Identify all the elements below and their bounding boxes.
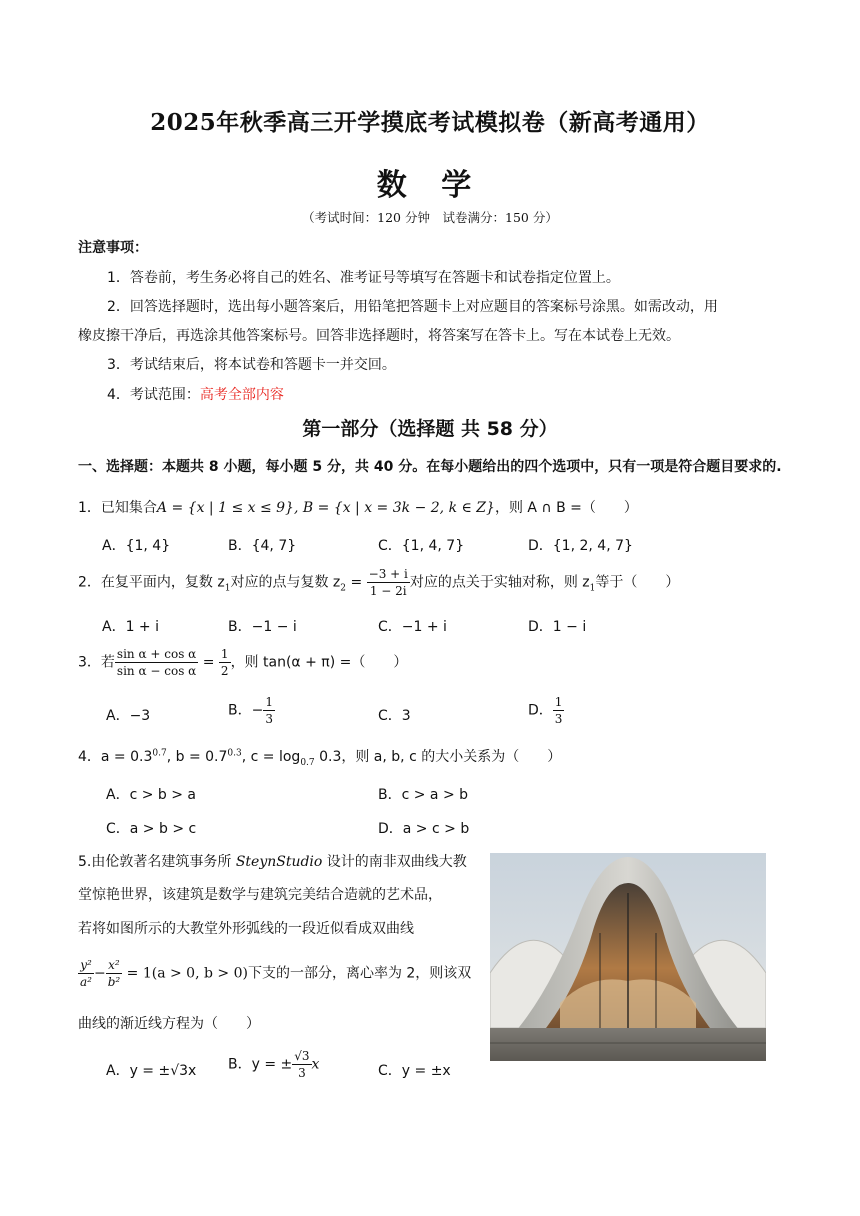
q2-option-a[interactable]: A．1 + i — [102, 619, 160, 635]
part1-title: 第一部分（选择题 共 58 分） — [302, 418, 558, 440]
q3-b-fraction — [263, 694, 275, 727]
q3-d-num: 1 — [554, 695, 563, 709]
q3-d-fraction — [553, 694, 565, 727]
question-5-line-4 — [78, 957, 471, 990]
q5-frac-x — [106, 957, 123, 990]
q4-exp-2: 0.3 — [227, 748, 242, 759]
q1-set-a: A = {x | 1 ≤ x ≤ 9} — [156, 500, 294, 516]
q4-option-d[interactable]: D．a > c > b — [378, 821, 470, 837]
q4-b: , b = 0.7 — [166, 749, 228, 765]
q3-suffix: ，则 tan(α + π) =（ ） — [230, 654, 408, 671]
q5-frac-y — [78, 957, 94, 990]
exam-title: 2025年秋季高三开学摸底考试模拟卷（新高考通用） — [150, 109, 710, 136]
q3-option-c[interactable]: C．3 — [378, 708, 411, 724]
q2-sub-1b: 1 — [589, 583, 596, 594]
q2-fraction — [367, 566, 410, 599]
notice-item-3: 3．考试结束后，将本试卷和答题卡一并交回。 — [107, 357, 396, 373]
q3-b-den: 3 — [265, 712, 273, 726]
q3-option-a[interactable]: A．−3 — [106, 708, 151, 724]
q1-option-d[interactable]: D．{1, 2, 4, 7} — [528, 538, 633, 554]
exam-scope: 高考全部内容 — [199, 387, 284, 403]
q5-b-fraction — [292, 1048, 311, 1081]
q4-log-base: 0.7 — [300, 757, 315, 768]
q3-b-num: 1 — [265, 695, 273, 709]
q2-sub-1: 1 — [224, 583, 231, 594]
q5-b-num: √3 — [294, 1049, 310, 1063]
q5-y2: y² — [78, 957, 94, 974]
q3-option-b[interactable] — [228, 694, 275, 727]
q4-a: 4．a = 0.3 — [78, 749, 153, 765]
q5-a2: a² — [80, 975, 92, 989]
q3-half-num: 1 — [220, 647, 229, 661]
q3-d-den: 3 — [554, 712, 563, 726]
question-5-line-3: 若将如图所示的大教堂外形弧线的一段近似看成双曲线 — [78, 921, 414, 937]
question-4-stem — [78, 746, 561, 768]
question-5-line-2: 堂惊艳世界，该建筑是数学与建筑完美结合造就的艺术品， — [78, 887, 442, 903]
q3-prefix: 3．若 — [78, 654, 115, 671]
q2-option-d[interactable]: D．1 − i — [528, 619, 587, 635]
q3-option-d[interactable] — [528, 694, 564, 727]
q4-option-b[interactable]: B．c > a > b — [378, 787, 469, 803]
notice-item-2-cont: 橡皮擦干净后，再选涂其他答案标号。回答非选择题时，将答案写在答卡上。写在本试卷上无效。 — [78, 328, 680, 344]
q5-option-a[interactable]: A．y = ±√3x — [106, 1063, 197, 1079]
plaza-floor — [490, 1028, 766, 1061]
notice-heading: 注意事项： — [78, 240, 148, 256]
question-3-stem — [78, 646, 407, 679]
q3-half-den: 2 — [220, 664, 229, 678]
q5-b-den: 3 — [298, 1066, 306, 1080]
q5-option-c[interactable]: C．y = ±x — [378, 1063, 451, 1079]
q3-fraction — [115, 646, 198, 679]
q5-option-b[interactable] — [228, 1048, 319, 1081]
q1-set-b: , B = {x | x = 3k − 2, k ∈ Z} — [293, 500, 495, 516]
q4-exp-1: 0.7 — [152, 748, 167, 759]
cathedral-photo — [490, 853, 766, 1061]
q2-suffix: 对应的点关于实轴对称，则 z — [409, 574, 590, 591]
q2-prefix: 2．在复平面内，复数 z — [78, 574, 225, 591]
q2-frac-den: 1 − 2i — [369, 584, 407, 598]
notice-item-4-prefix: 4．考试范围： — [107, 387, 200, 403]
question-1-stem — [78, 497, 638, 517]
q2-z2-eq: = — [346, 574, 367, 591]
q3-eq: = — [198, 654, 219, 671]
exam-info: （考试时间：120 分钟 试卷满分：150 分） — [302, 210, 558, 225]
q5-line4-suffix: 下支的一部分，离心率为 2，则该双 — [247, 965, 472, 982]
q4-option-a[interactable]: A．c > b > a — [106, 787, 197, 803]
q2-mid: 对应的点与复数 z — [230, 574, 341, 591]
q5-line1-suffix: 设计的南非双曲线大教 — [322, 854, 467, 870]
subject-title: 数 学 — [376, 168, 484, 203]
q3-d-prefix: D． — [528, 702, 553, 719]
question-5-line-5: 曲线的渐近线方程为（ ） — [78, 1016, 260, 1032]
q2-sub-2: 2 — [340, 583, 346, 594]
q5-b-suffix: x — [311, 1056, 320, 1073]
question-2-stem — [78, 566, 679, 599]
q5-eq-rest: = 1(a > 0, b > 0) — [122, 965, 248, 982]
q1-prefix: 1．已知集合 — [78, 500, 157, 516]
q4-c: , c = log — [241, 749, 301, 765]
q2-option-c[interactable]: C．−1 + i — [378, 619, 447, 635]
q1-suffix: ，则 A ∩ B =（ ） — [494, 500, 638, 516]
q4-d: 0.3，则 a, b, c 的大小关系为（ ） — [314, 749, 562, 765]
q2-frac-num: −3 + i — [368, 567, 408, 581]
q3-b-prefix: B．− — [228, 702, 264, 719]
q5-b2: b² — [107, 975, 121, 989]
section-heading: 一、选择题：本题共 8 小题，每小题 5 分，共 40 分。在每小题给出的四个选项中，只有一项是符合题目要求的. — [78, 459, 782, 475]
notice-item-4 — [107, 384, 284, 404]
question-5-line-1 — [78, 851, 467, 871]
q5-x2: x² — [106, 957, 123, 974]
q1-option-c[interactable]: C．{1, 4, 7} — [378, 538, 465, 554]
q5-minus: − — [93, 965, 106, 982]
q3-frac-den: sin α − cos α — [116, 664, 197, 678]
q3-frac-num: sin α + cos α — [116, 647, 197, 661]
q3-half — [219, 646, 231, 679]
q2-option-b[interactable]: B．−1 − i — [228, 619, 297, 635]
q1-option-b[interactable]: B．{4, 7} — [228, 538, 297, 554]
q1-option-a[interactable]: A．{1, 4} — [102, 538, 171, 554]
q2-end: 等于（ ） — [595, 574, 680, 591]
q5-firm: SteynStudio — [235, 854, 323, 870]
notice-item-2: 2．回答选择题时，选出每小题答案后，用铅笔把答题卡上对应题目的答案标号涂黑。如需改动，用 — [107, 299, 718, 315]
notice-item-1: 1．答卷前，考生务必将自己的姓名、准考证号等填写在答题卡和试卷指定位置上。 — [107, 270, 620, 286]
q4-option-c[interactable]: C．a > b > c — [106, 821, 197, 837]
q5-b-prefix: B．y = ± — [228, 1056, 293, 1073]
q5-line1-prefix: 5.由伦敦著名建筑事务所 — [78, 854, 236, 870]
